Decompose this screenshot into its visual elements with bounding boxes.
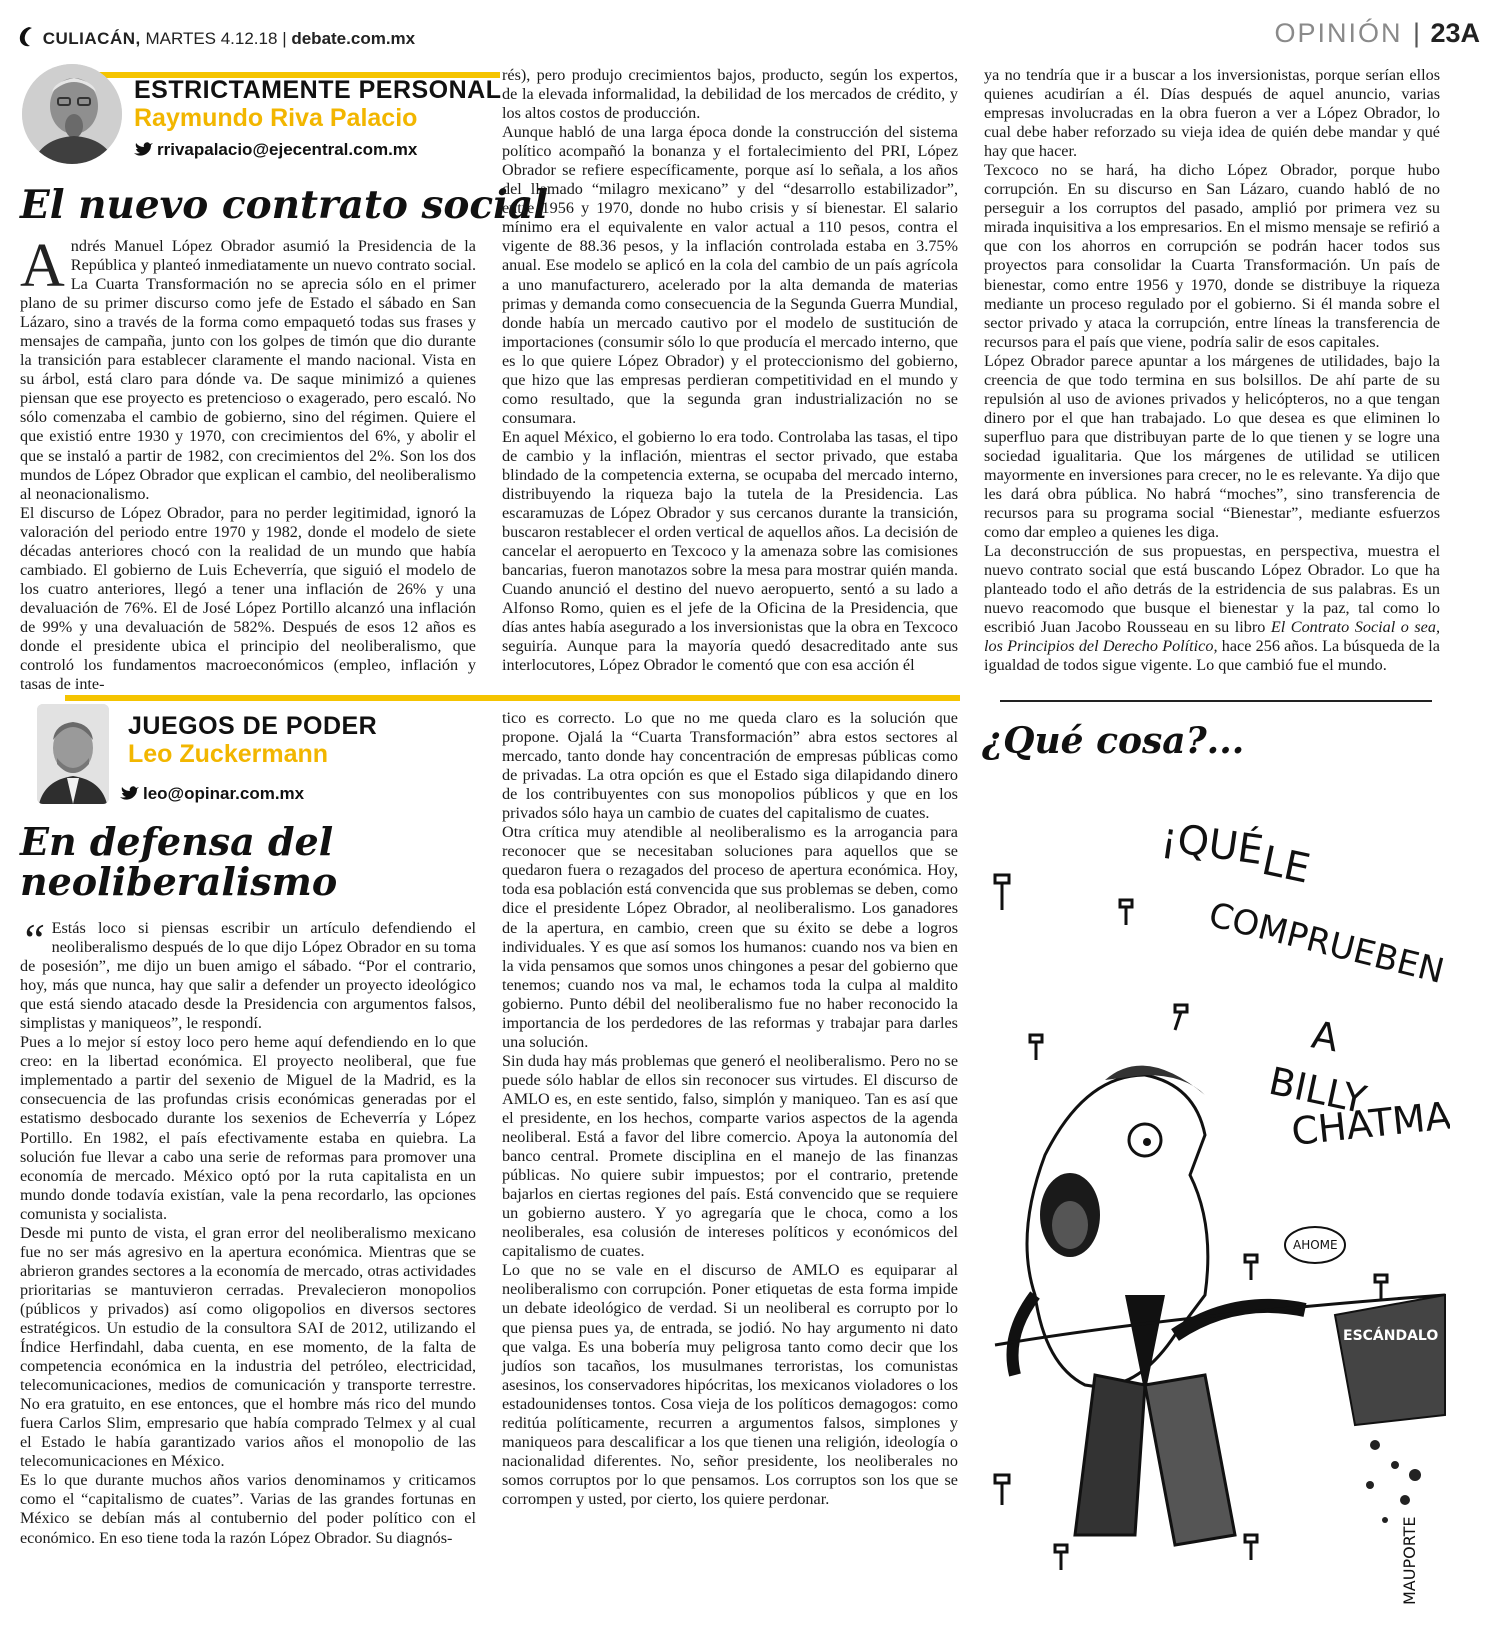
cartoon-top-rule (1000, 700, 1432, 702)
masthead-site: debate.com.mx (291, 29, 416, 48)
column1-name: ESTRICTAMENTE PERSONAL (134, 76, 502, 104)
twitter-bird-icon (132, 141, 154, 159)
column2-name: JUEGOS DE PODER (128, 712, 378, 740)
paragraph-text: ndrés Manuel López Obrador asumió la Presidencia de la República y planteó inmediatamente un nuevo contrato social. La Cuarta Transformación no se aprecia sólo en el primer plano de su primer discurso como jefe de Estado el sábado en San Lázaro, sino a través de la forma como empaquetó todas sus frases y mensajes de campaña, junto con los golpes de timón que dio durante la transición para establecer claramente el mando nacional. Vista en su árbol, está claro para dónde va. De saque minimizó a quienes piensan que ese proyecto es pretencioso o exagerado, pero escaló. No sólo comenzaba el cambio de gobierno, sino del régimen. Quiere el que existió entre 1930 y 1970, con crecimientos del 6%, y abolir el que se instaló a partir de 1982, con crecimientos del 2%. Son los dos mundos de López Obrador que explican el cambio, del neoliberalismo al neonacionalismo. (20, 237, 476, 503)
masthead-date: MARTES 4.12.18 (145, 29, 278, 48)
paragraph-text: La deconstrucción de sus propuestas, en perspectiva, muestra el nuevo contrato social que está buscando López Obrador. Lo que ha planteado todo el año detrás de la estridencia de sus palabras. Es un nuevo reacomodo que busque el bienestar y la paz, tal como lo escribió Juan Jacobo Rousseau en su libro (984, 542, 1440, 637)
headline-line: En defensa del (20, 819, 334, 864)
paragraph: En aquel México, el gobierno lo era todo. Controlaba las tasas, el tipo de cambio y la inflación, mientras el sector privado, que estaba blindado de la competencia externa, se ocupaba del mercado interno, distribuyendo la riqueza bajo la tutela de la Presidencia. Las escaramuzas de López Obrador y sus cercanos durante la transición, buscaron restablecer el orden vertical de aquellos años. La decisión de cancelar el aeropuerto en Texcoco y la amenaza sobre las comisiones bancarias, fueron manotazos sobre la mesa para mostrar quién manda. Cuando anunció el destino del nuevo aeropuerto, sentó a su lado a Alfonso Romo, quien es el jefe de la Oficina de la Presidencia, que días antes había asegurado a los inversionistas que la obra en Texcoco seguiría. Aunque para la mayoría quedó desacreditado ante sus interlocutores, López Obrador le comentó que con esa acción él (502, 427, 958, 675)
paragraph (20, 232, 476, 504)
cartoon-speech: ¡QUÉ (1158, 814, 1267, 875)
column1-handle[interactable] (132, 140, 417, 160)
paragraph: El discurso de López Obrador, para no perder legitimidad, ignoró la valoración del periodo entre 1970 y 1982, donde el modelo de siete décadas anteriores chocó con la realidad de un mundo que había cambiado. El gobierno de Luis Echeverría, que siguió el modelo de los cuatro anteriores, llegó a tener una inflación de 26% y una devaluación de 76%. El de José López Portillo alcanzó una inflación de 99% y una devaluación de 582%. Después de esos 12 años es donde el presidente ubica el principio del neoliberalismo, que controló los fundamentos macroeconómicos (empleo, inflación y tasas de inte- (20, 503, 476, 694)
debate-logo-icon (18, 26, 34, 48)
masthead-right (1275, 18, 1480, 49)
ahome-sign (1285, 1227, 1345, 1263)
masthead-divider: | (282, 29, 287, 48)
paragraph-text: Estás loco si piensas escribir un artículo defendiendo el neoliberalismo después de lo que dijo López Obrador en su toma de posesión”, me dijo un buen amigo el sábado. “Por el contrario, hoy, más que nunca, hay que salir a defender un proyecto ideológico que está siendo atacado desde la Presidencia con argumentos falsos, simplistas y maniqueos”, le respondí. (20, 919, 476, 1033)
cartoon-speech: CHATMAN! (1289, 1088, 1450, 1154)
section-separator: | (1413, 18, 1421, 48)
portrait-icon (22, 64, 122, 164)
paragraph: rés), pero produjo crecimientos bajos, producto, según los expertos, de la elevada informalidad, la debilidad de los mercados de crédito, y los altos costos de producción. (502, 66, 958, 123)
paragraph: Desde mi punto de vista, el gran error del neoliberalismo mexicano fue no ser más agresivo en la apertura económica. Mientras que se abrieron grandes sectores a la economía de mercado, otras actividades prioritarias se mantuvieron cerradas. Prevalecieron monopolios (públicos y privados) así como oligopolios en diversos sectores estratégicos. Un estudio de la consultora SAI de 2012, utilizando el Índice Herfindahl, daba cuenta, en ese momento, de la falta de competencia económica en la industria del petróleo, electricidad, telecomunicaciones, medios de comunicación y transporte terrestre. No era gratuito, en ese entonces, que el hombre más rico del mundo fuera Carlos Slim, empresario que había comprado Telmex y al cual el Estado le había garantizado varios años el monopolio de las telecomunicaciones en México. (20, 1223, 476, 1471)
author-photo-riva-palacio (22, 64, 122, 164)
column2-headline (20, 819, 338, 904)
book-title: El Contrato Social o sea, los Principios del Derecho Político, (984, 618, 1441, 656)
column1-headline: El nuevo contrato social (20, 182, 549, 228)
masthead-city: CULIACÁN, (42, 29, 141, 48)
column2-handle[interactable] (118, 784, 304, 804)
page-number: 23A (1430, 18, 1480, 48)
dropcap: A (20, 232, 65, 300)
column2-author: Leo Zuckermann (128, 740, 329, 768)
escandalo-block (1335, 1295, 1445, 1523)
paragraph: Texcoco no se hará, ha dicho López Obrador, porque hubo corrupción. En su discurso en San Lázaro, cuando habló de no perseguir a los corruptos del pasado, amplió por primera vez su mirada inquisitiva a los empresarios. En el mismo mensaje se refirió a que con los ahorros en corrupción se podrán hacer todos sus proyectos para consolidar la Cuarta Transformación. Un país de bienestar, como entre 1956 y 1970, donde se distribuye la riqueza mediante un proceso regulado por el gobierno. Si él manda sobre el sector privado y ataca la corrupción, entre líneas la transferencia de recursos para el país que viene, podría salir de esos capitales. (984, 161, 1440, 351)
masthead-left (18, 26, 415, 49)
paragraph: Otra crítica muy atendible al neoliberalismo es la arrogancia para reconocer que se necesitaban soluciones para aquellos que se quedaron fuera o rezagados del proceso de apertura económica. Hoy, toda esa población está convencida que sus problemas se deben, como dice el presidente López Obrador, al neoliberalismo. Los ganadores de la apertura, en cambio, creen que su éxito se debe a logros individuales. Y es que así somos los humanos: cuando nos va bien en la vida pensamos que somos unos chingones a pesar del gobierno que tenemos; cuando nos va mal, le echamos toda la culpa al maldito gobierno. Punto débil del neoliberalismo fue no haber reconocido la importancia de los perdedores de las reformas y trabajar para darles una solución. (502, 823, 958, 1051)
cartoon-drawing (975, 775, 1450, 1615)
twitter-bird-icon (118, 785, 140, 803)
paragraph: tico es correcto. Lo que no me queda claro es la solución que propone. Ojalá la “Cuarta Transformación” abra estos sectores al mercado, tanto donde hay concentración de empresas públicas como de privadas. La otra opción es que el Estado siga dilapidando dinero de los contribuyentes con sus monopolios públicos y que en los privados sólo haya un cambio de cuates del capitalismo de cuates. (502, 709, 958, 823)
column2-text-col1 (20, 914, 476, 1548)
paragraph: López Obrador parece apuntar a los márgenes de utilidades, bajo la creencia de que todo termina en sus bolsillos. De ahí parte de su repulsión al uso de aviones privados y helicópteros, no a que tengan dinero por el que han trabajado. Lo que desea es que eliminen lo superfluo para que distribuyan parte de lo que tienen y se logre una sociedad igualitaria. Que los márgenes de utilidad se utilicen mayormente en inversiones para crecer, no le es relevante. Ya dijo que les dará obra pública. No habrá “moches”, sino transferencia de recursos para su programa social “Bienestar”, mediante esfuerzos como dar empleo a quienes les diga. (984, 351, 1440, 542)
column2-handle-text: leo@opinar.com.mx (143, 784, 305, 803)
cartoon-speech: COMPRUEBEN (1204, 894, 1448, 992)
paragraph: ya no tendría que ir a buscar a los inversionistas, porque serían ellos quienes acudirían a él. Días después de aquel anuncio, varias empresas involucradas en la obra fueron a ver a López Obrador, lo cual debe haber reforzado su vieja idea de quién debe mandar y qué hay que hacer. (984, 66, 1440, 161)
portrait-icon (37, 704, 109, 804)
column2-text-col2 (502, 709, 958, 1509)
paragraph-text: hace 256 años. La búsqueda de la igualdad de todos sigue vigente. Lo que cambió fue el mundo. (984, 637, 1440, 675)
paragraph: Pues a lo mejor sí estoy loco pero heme aquí defendiendo en lo que creo: en la libertad económica. El proyecto neoliberal, que fue implementado a partir del sexenio de Miguel de la Madrid, es la consecuencia de las profundas crisis económicas generadas por el estatismo desbocado durante los sexenios de Echeverría y López Portillo. En 1982, el país efectivamente estaba en quiebra. La solución fue llevar a cabo una serie de reformas para promover una economía de mercado. México optó por la ruta capitalista en un mundo donde todavía existían, vale la pena recordarlo, las opciones comunista y socialista. (20, 1033, 476, 1223)
column1-text-col1 (20, 232, 476, 694)
cartoon-speech: LE (1257, 837, 1315, 893)
paragraph (20, 914, 476, 1033)
column2-accent-bar (65, 695, 960, 701)
cartoon-signature: MAUPORTE (1400, 1516, 1419, 1605)
ahome-label: AHOME (1293, 1238, 1338, 1252)
open-quote: “ (20, 914, 46, 965)
column1-handle-text: rrivapalacio@ejecentral.com.mx (157, 140, 418, 159)
masthead (18, 18, 1480, 54)
section-name: OPINIÓN (1274, 18, 1403, 48)
column1-text-col2 (502, 66, 958, 676)
cartoon-title: ¿Qué cosa?... (982, 720, 1245, 762)
cartoon-speech: BILLY (1265, 1058, 1370, 1123)
author-photo-zuckermann (37, 704, 109, 804)
paragraph (984, 542, 1440, 675)
column1-author: Raymundo Riva Palacio (134, 104, 418, 132)
column1-text-col3 (984, 66, 1440, 676)
headline-line: neoliberalismo (20, 858, 338, 904)
paragraph: Es lo que durante muchos años varios denominamos y criticamos como el “capitalismo de cuates”. Varias de las grandes fortunas en México se debían más al contubernio del poder político con el económico. En eso tiene toda la razón López Obrador. Su diagnós- (20, 1471, 476, 1547)
cartoon-speech: A (1308, 1012, 1342, 1061)
escandalo-label: ESCÁNDALO (1343, 1328, 1439, 1344)
paragraph: Sin duda hay más problemas que generó el neoliberalismo. Pero no se puede sólo hablar de ellos sin reconocer sus virtudes. El discurso de AMLO es, en este sentido, falso, simplón y maniqueo. Tan es así que el presidente, en los hechos, comparte varios aspectos de la agenda neoliberal. Está a favor del libre comercio. Apoya la autonomía del banco central. Promete disciplina en el manejo de las finanzas públicas. No quiere subir impuestos; por el contrario, pretende bajarlos en ciertas regiones del país. Está convencido que se requiere un gobierno austero. Y yo agregaría que le choca, como a los neoliberales, esa colusión de intereses políticos y económicos del capitalismo de cuates. (502, 1051, 958, 1261)
paragraph: Aunque habló de una larga época donde la construcción del sistema político acompañó la bonanza y el fortalecimiento del PRI, López Obrador se refiere específicamente, porque así lo señala, a los años del llamado “milagro mexicano” y del “desarrollo estabilizador”, entre 1956 y 1970, donde no hubo crisis y sí bienestar. El salario mínimo era el equivalente en valor actual a 110 pesos, contra el vigente de 88.36 pesos, y la inflación controlada estaba en 3.75% anual. Ese modelo se aplicó en la cola del cambio de un país agrícola a uno manufacturero, acelerado por la alta demanda de materias primas y demanda como consecuencia de la Segunda Guerra Mundial, donde había un mercado cautivo por el modelo de sustitución de importaciones (consumir sólo lo que producía el mercado interno, que es lo que quiere López Obrador) y el proteccionismo del gobierno, que hizo que las empresas perdieran competitividad en el mundo y como resultado, que la segunda gran industrialización no se consumara. (502, 123, 958, 427)
paragraph: Lo que no se vale en el discurso de AMLO es equiparar al neoliberalismo con corrupción. Poner etiquetas de esta forma impide un debate ideológico de verdad. Si un neoliberal es corrupto por lo que piensa pues ya, de entrada, se jodió. No hay argumento ni dato que valga. Es una bobería muy peligrosa tanto como decir que los judíos son tacaños, los musulmanes terroristas, los comunistas asesinos, los conservadores hipócritas, los mexicanos violadores o los estadounidenses tontos. Cosa vieja de los políticos demagogos: como reditúa políticamente, recurren a argumentos falsos, simplones y maniqueos para descalificar a los que tienen una religión, ideología o nacionalidad diferentes. No, señor presidente, los neoliberales no somos corruptos por lo que pensamos. Los corruptos son los que se corrompen y usted, por cierto, los quiere perdonar. (502, 1261, 958, 1508)
editorial-cartoon (975, 775, 1450, 1615)
